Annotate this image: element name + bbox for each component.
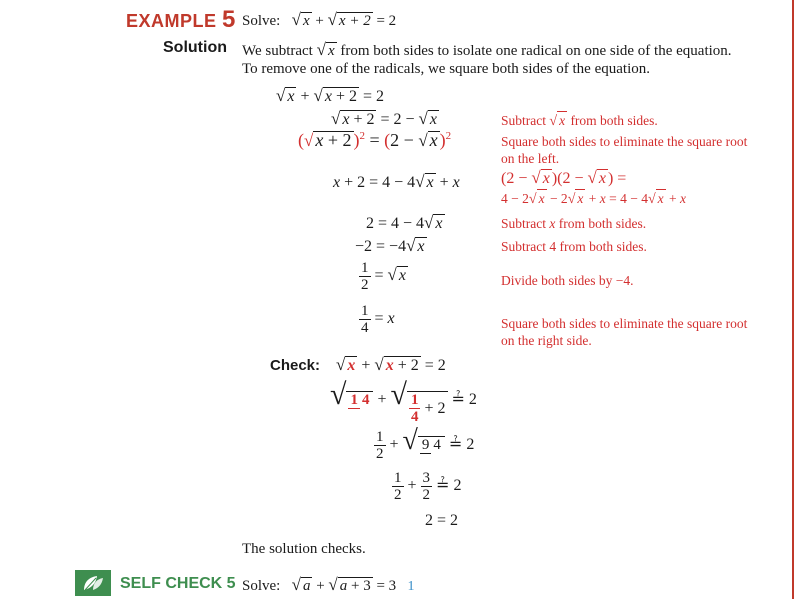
solution-label: Solution xyxy=(163,39,227,56)
page-edge-rule xyxy=(792,0,794,599)
step-4: x + 2 = 4 − 4√ x + x xyxy=(333,172,460,191)
check-line-5: 2 = 2 xyxy=(425,512,459,529)
example-prompt: Solve: √ x + √ x + 2 = 2 xyxy=(242,10,397,29)
example-label: EXAMPLE xyxy=(126,11,217,31)
self-check-icon xyxy=(75,570,111,596)
note-step-5-a: Subtract xyxy=(501,216,546,231)
solution-text-b: from both sides to isolate one radical on one side of the equation. xyxy=(340,43,732,59)
conclusion-text: The solution checks. xyxy=(242,541,366,557)
equation-rhs: = 2 xyxy=(376,13,397,29)
solution-text-line1: We subtract √ x from both sides to isolate one radical on one side of the equation. xyxy=(242,40,732,59)
step-2: √ x + 2 = 2 − √ x xyxy=(331,109,437,128)
note-step-5 xyxy=(501,215,646,232)
step-8: $\frac{1}{4}$ = x xyxy=(361,303,395,336)
note-step-8-line1: Square both sides to eliminate the square root xyxy=(501,316,748,331)
step-7: $\frac{1}{2}$ = √ x xyxy=(361,260,406,293)
note-step-2-a: Subtract xyxy=(501,113,546,128)
check-line-1: √ x + √ x + 2 = 2 xyxy=(336,355,446,374)
note-step-7: Divide both sides by −4. xyxy=(501,273,634,288)
check-line-2: √ 1 4 + √ $\frac{1}{4}$ + 2 ≟ 2 xyxy=(330,378,477,425)
note-step-8 xyxy=(501,315,747,349)
check-line-4: $\frac{1}{2}$ + $\frac{3}{2}$ ≟ 2 xyxy=(394,470,462,503)
note-step-8-line2: on the right side. xyxy=(501,333,592,348)
note-step-3-line1: Square both sides to eliminate the square root xyxy=(501,134,748,149)
note-step-2-b: from both sides. xyxy=(570,113,658,128)
note-step-3 xyxy=(501,133,747,167)
leaf-icon xyxy=(75,570,111,596)
check-line-3: $\frac{1}{2}$ + √ 9 4 ≟ 2 xyxy=(376,425,475,462)
self-check-solve: Solve: xyxy=(242,578,281,594)
solve-label: Solve: xyxy=(242,13,281,29)
solution-text-a: We subtract xyxy=(242,43,313,59)
solution-text-line2: To remove one of the radicals, we square both sides of the equation. xyxy=(242,61,650,77)
solution-rad: x xyxy=(327,43,335,59)
note-step-3-line2: on the left. xyxy=(501,151,560,166)
self-check-answer: 1 xyxy=(407,579,415,594)
radicand-x: x xyxy=(302,13,310,29)
note-step-5-b: from both sides. xyxy=(558,216,647,231)
self-check-label: SELF CHECK 5 xyxy=(120,575,236,592)
example-number: 5 xyxy=(222,6,236,33)
self-check-prompt: Solve: √ a + √ a + 3 = 3 1 xyxy=(242,575,415,594)
note-step-6: Subtract 4 from both sides. xyxy=(501,239,647,254)
note-step-4-line1: (2 − √ x )(2 − √ x ) = xyxy=(501,168,627,187)
note-step-2: Subtract √ x from both sides. xyxy=(501,113,658,129)
step-5: 2 = 4 − 4√ x xyxy=(366,213,443,232)
check-label: Check: xyxy=(270,357,321,374)
note-step-4-line2: 4 − 2√ x − 2√ x + x = 4 − 4√ x + x xyxy=(501,191,687,207)
note-step-5-var: x xyxy=(549,216,556,231)
step-3: (√ x + 2 )$^2$ = (2 − √ x )$^2$ xyxy=(298,130,452,150)
radicand-x-plus-2: x + 2 xyxy=(338,13,371,29)
example-heading xyxy=(126,6,236,34)
step-6: −2 = −4√ x xyxy=(355,236,425,255)
step-1: √ x + √ x + 2 = 2 xyxy=(276,86,384,105)
